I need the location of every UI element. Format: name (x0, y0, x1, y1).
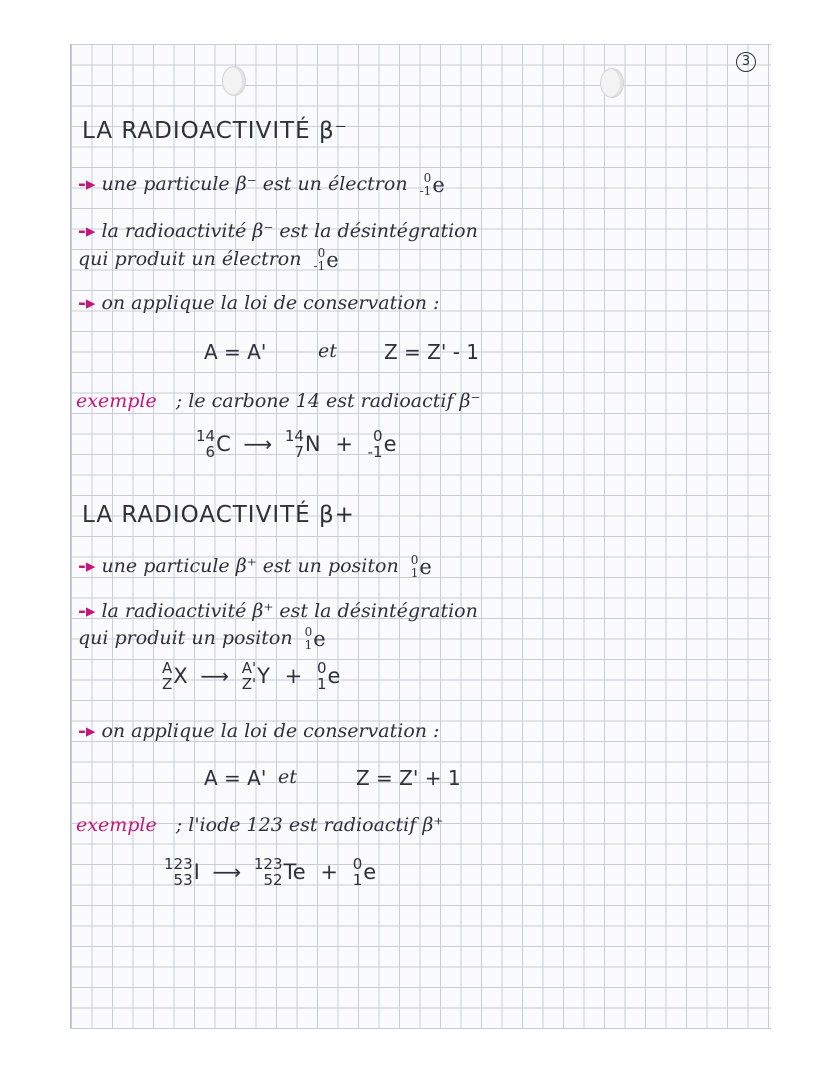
section-title-beta-plus: LA RADIOACTIVITÉ β+ (82, 502, 355, 528)
line-text: une particule β⁺ est un positon (101, 555, 399, 577)
tellurium-nuclide: 123 52 Te (253, 855, 306, 889)
iodine-nuclide: 123 53 I (164, 855, 200, 889)
arrow-bullet-icon: -▸ (78, 173, 96, 195)
conservation-et: et (278, 766, 297, 788)
example-line-beta-plus (76, 814, 443, 836)
electron-nuclide: 0 -1 e (419, 171, 445, 198)
plus-sign: + (335, 432, 353, 456)
reaction-iodine-123 (164, 856, 376, 888)
binder-hole (600, 68, 624, 98)
positron-nuclide: 0 1 e (316, 659, 341, 693)
reaction-arrow-icon: ⟶ (200, 664, 230, 688)
line-text: on applique la loi de conservation : (101, 292, 440, 314)
beta-plus-line-3 (78, 626, 326, 652)
example-label: exemple (76, 814, 157, 836)
arrow-bullet-icon: -▸ (78, 292, 96, 314)
carbon-nuclide: 14 6 C (196, 427, 231, 461)
line-text: la radioactivité β⁺ est la désintégration (101, 600, 478, 622)
arrow-bullet-icon: -▸ (78, 220, 96, 242)
plus-sign: + (284, 664, 303, 688)
example-text: ; le carbone 14 est radioactif β⁻ (175, 390, 481, 412)
section-title-beta-minus: LA RADIOACTIVITÉ β⁻ (82, 118, 348, 144)
example-text: ; l'iode 123 est radioactif β⁺ (175, 814, 444, 836)
positron-nuclide: 0 1 e (304, 625, 326, 652)
reaction-general-beta-plus (162, 660, 340, 692)
positron-nuclide: 0 1 e (352, 855, 377, 889)
nitrogen-nuclide: 14 7 N (284, 427, 321, 461)
electron-nuclide: 0 -1 e (313, 246, 339, 273)
line-text: une particule β⁻ est un électron (101, 173, 408, 195)
example-line-beta-minus (76, 390, 481, 412)
conservation-z: Z = Z' - 1 (384, 340, 480, 364)
binder-hole (222, 66, 246, 96)
line-text: on applique la loi de conservation : (101, 720, 440, 742)
daughter-nuclide: A' Z' Y (241, 659, 270, 693)
plus-sign: + (320, 860, 339, 884)
parent-nuclide: A Z X (162, 659, 188, 693)
conservation-a: A = A' (204, 766, 267, 790)
beta-plus-line-4 (78, 720, 439, 742)
conservation-z: Z = Z' + 1 (356, 766, 461, 790)
beta-minus-line-2 (78, 220, 478, 242)
arrow-bullet-icon: -▸ (78, 720, 96, 742)
line-text: qui produit un positon (78, 627, 293, 649)
beta-plus-line-2 (78, 600, 478, 622)
page-number: 3 (736, 52, 756, 72)
example-label: exemple (76, 390, 157, 412)
beta-plus-line-1 (78, 554, 432, 580)
line-text: la radioactivité β⁻ est la désintégration (101, 220, 478, 242)
reaction-arrow-icon: ⟶ (212, 860, 242, 884)
beta-minus-line-3 (78, 247, 339, 273)
reaction-carbon-14 (196, 428, 397, 460)
electron-nuclide: 0 -1 e (367, 427, 397, 461)
beta-minus-line-1 (78, 172, 445, 198)
line-text: qui produit un électron (78, 248, 302, 270)
conservation-a: A = A' (204, 340, 267, 364)
conservation-et: et (318, 340, 337, 362)
reaction-arrow-icon: ⟶ (243, 432, 273, 456)
beta-minus-line-4 (78, 292, 439, 314)
arrow-bullet-icon: -▸ (78, 555, 96, 577)
arrow-bullet-icon: -▸ (78, 600, 96, 622)
positron-nuclide: 0 1 e (410, 553, 432, 580)
